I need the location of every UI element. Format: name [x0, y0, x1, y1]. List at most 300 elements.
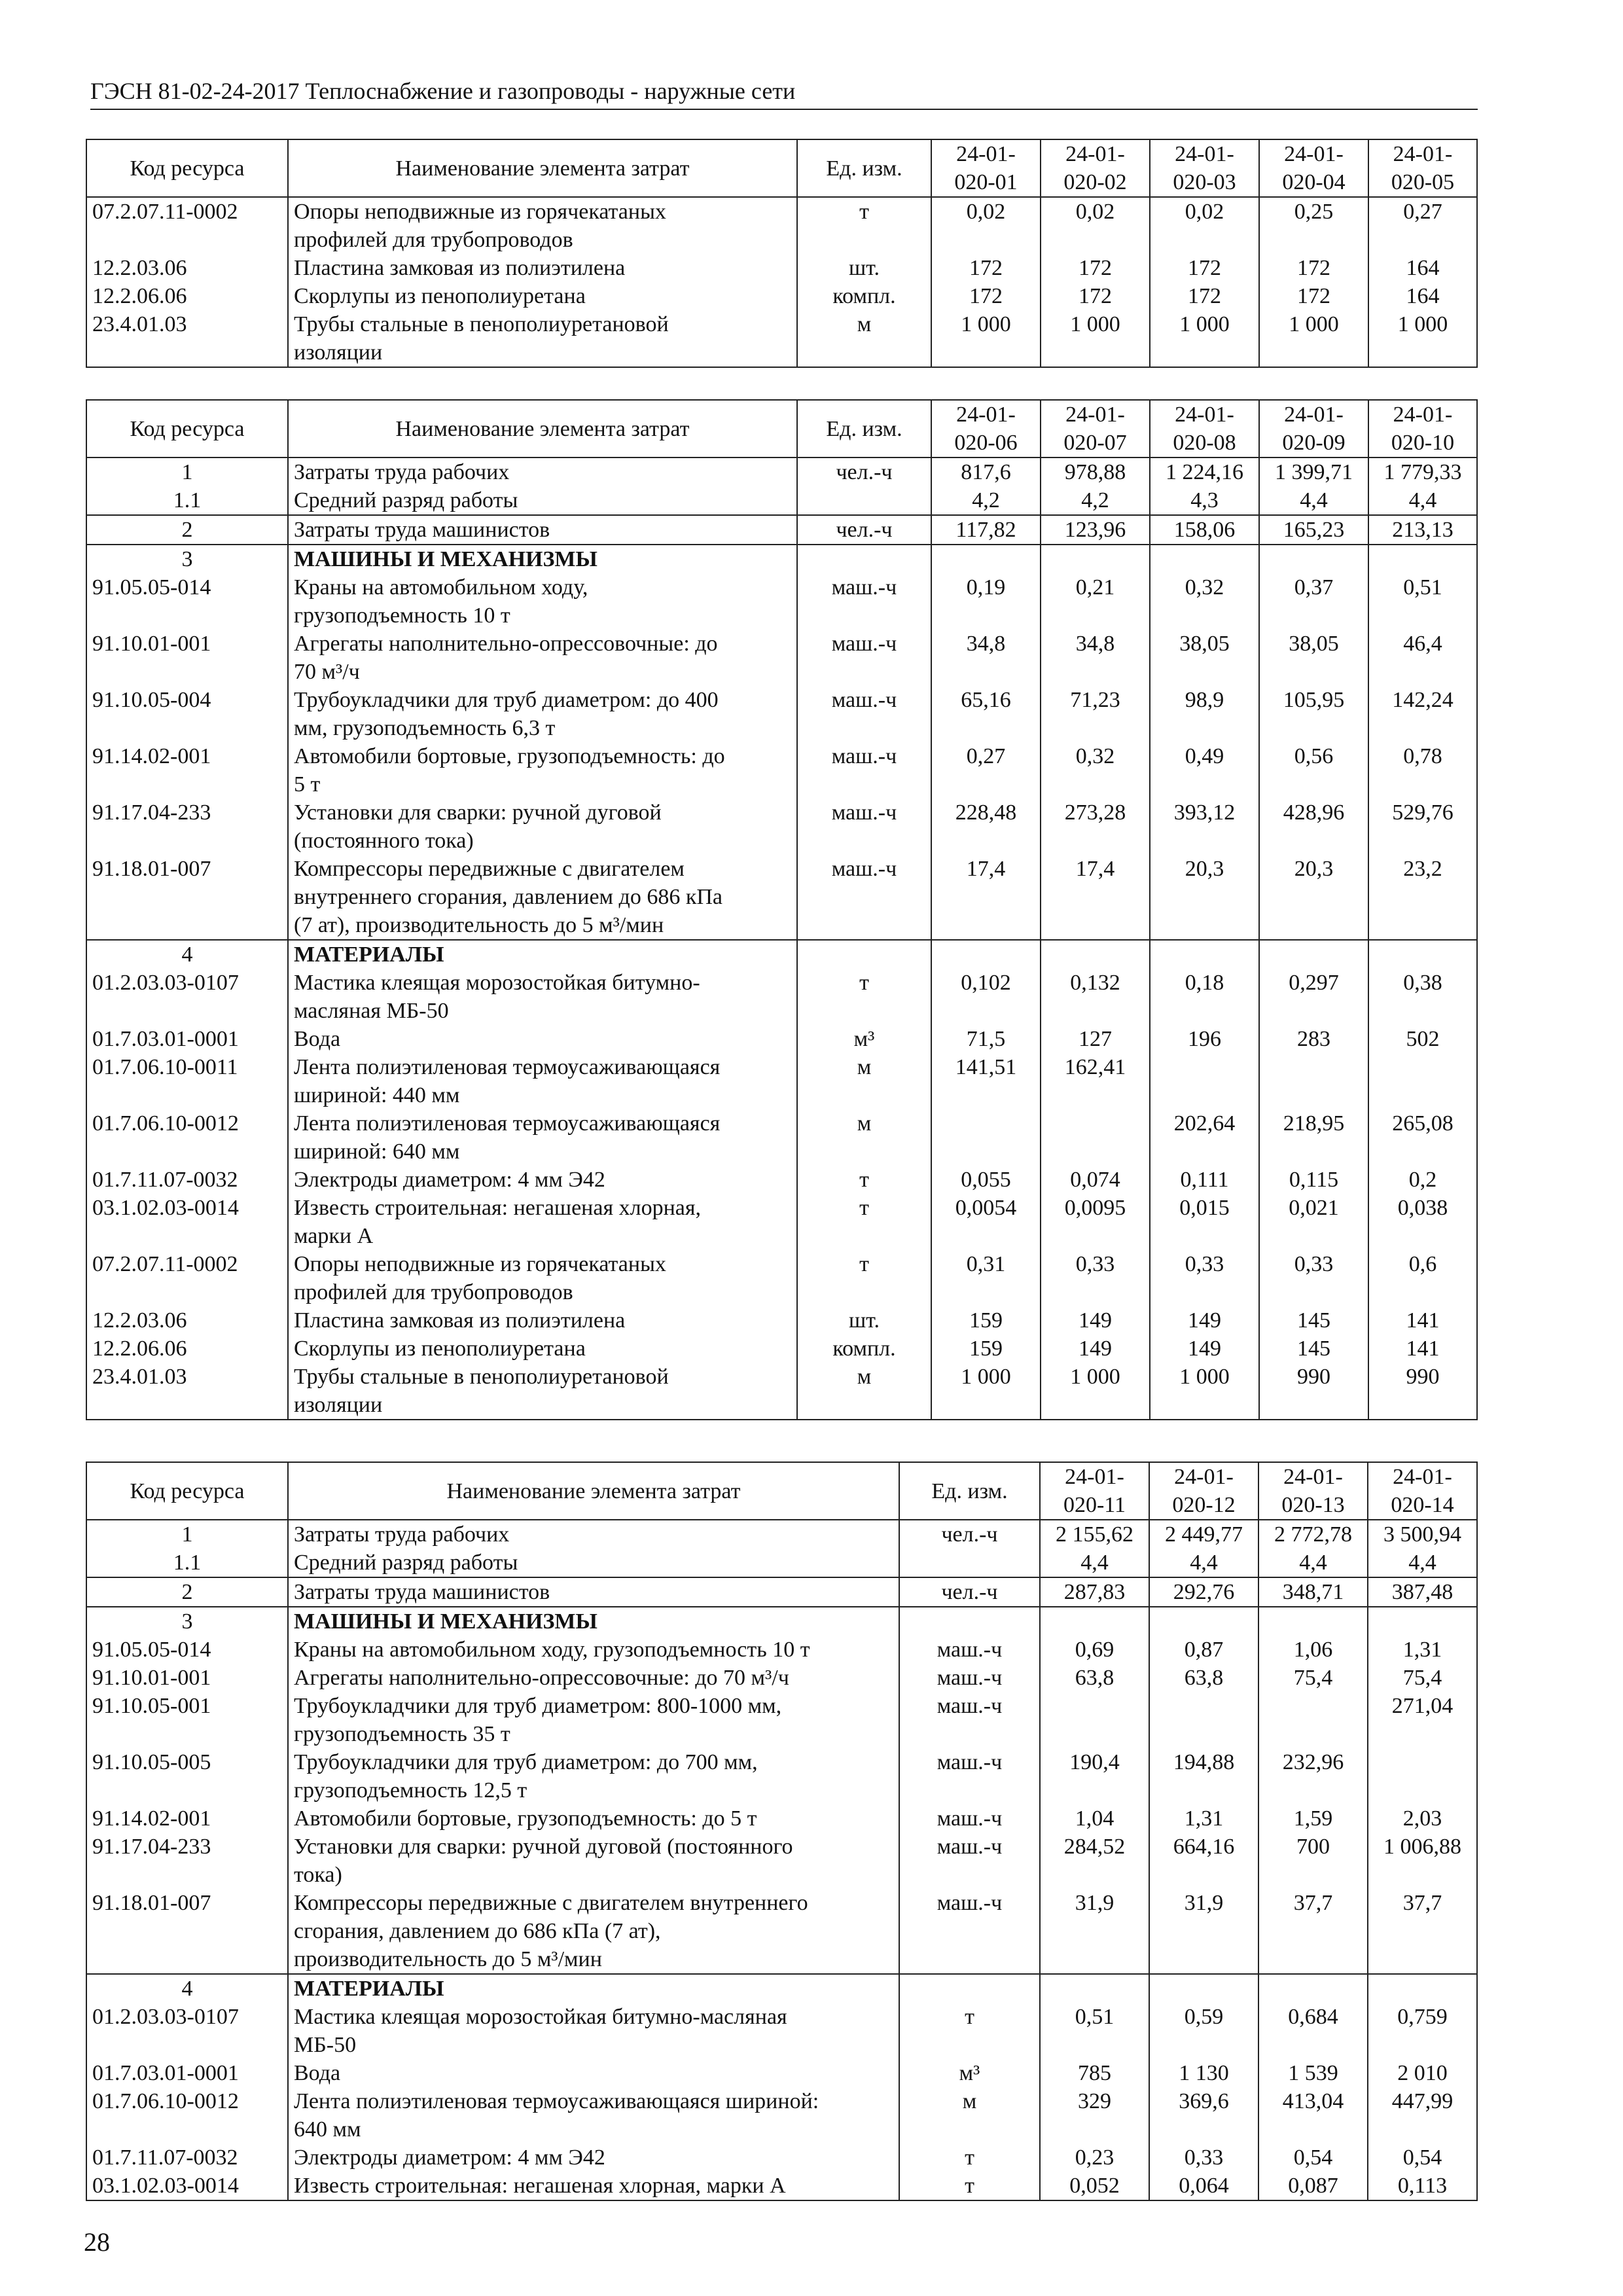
norm-value: 4,4: [1259, 486, 1368, 515]
norm-value: 0,37: [1259, 573, 1368, 630]
norm-value: 0,064: [1149, 2172, 1258, 2200]
table-row: [86, 1889, 1477, 1974]
unit-of-measure: маш.-ч: [899, 1889, 1040, 1974]
resource-name: Затраты труда рабочих: [288, 1520, 899, 1549]
resource-name: Опоры неподвижные из горячекатаных профилей для трубопроводов: [288, 197, 797, 254]
norm-value: 0,33: [1149, 2144, 1258, 2172]
resource-name: Затраты труда машинистов: [288, 515, 797, 545]
norm-value: 1 130: [1149, 2059, 1258, 2087]
unit-of-measure: м: [797, 1109, 931, 1166]
norm-value: 0,2: [1368, 1166, 1477, 1194]
norm-value: 2 449,77: [1149, 1520, 1258, 1549]
unit-of-measure: т: [797, 197, 931, 254]
table-row: [86, 2003, 1477, 2059]
norm-value: 0,102: [931, 969, 1041, 1025]
unit-of-measure: компл.: [797, 1335, 931, 1363]
resource-name: Мастика клеящая морозостойкая битумно- масляная МБ-50: [288, 969, 797, 1025]
norm-value: [1041, 940, 1150, 969]
resource-name: Затраты труда машинистов: [288, 1577, 899, 1607]
header-code: Код ресурса: [86, 1462, 288, 1520]
table-row: [86, 1636, 1477, 1664]
norm-value: 0,6: [1368, 1250, 1477, 1306]
norm-value: 172: [931, 282, 1041, 310]
unit-of-measure: [899, 1549, 1040, 1577]
norm-value: 329: [1040, 2087, 1149, 2144]
resource-code: 91.10.01-001: [86, 1664, 288, 1692]
norm-value: 145: [1259, 1335, 1368, 1363]
resource-name: Трубоукладчики для труб диаметром: до 700 мм, грузоподъемность 12,5 т: [288, 1748, 899, 1804]
page-number: 28: [84, 2227, 110, 2257]
norm-value: [1041, 1109, 1150, 1166]
page-header: ГЭСН 81-02-24-2017 Теплоснабжение и газопроводы - наружные сети: [90, 77, 1478, 110]
norm-value: 1,04: [1040, 1804, 1149, 1833]
norm-value: 0,111: [1150, 1166, 1259, 1194]
norm-value: 164: [1368, 282, 1477, 310]
table-row: [86, 1748, 1477, 1804]
unit-of-measure: м: [899, 2087, 1040, 2144]
norm-value: [1150, 1053, 1259, 1109]
resource-name: Скорлупы из пенополиуретана: [288, 282, 797, 310]
resource-code: 01.7.03.01-0001: [86, 2059, 288, 2087]
norm-value: 172: [1150, 254, 1259, 282]
norm-value: 0,54: [1258, 2144, 1368, 2172]
unit-of-measure: маш.-ч: [797, 855, 931, 940]
table-row: [86, 1335, 1477, 1363]
header-unit: Ед. изм.: [899, 1462, 1040, 1520]
norm-value: 393,12: [1150, 798, 1259, 855]
norm-value: [1150, 940, 1259, 969]
table-row: [86, 2172, 1477, 2200]
header-unit: Ед. изм.: [797, 400, 931, 457]
norm-value: 0,33: [1041, 1250, 1150, 1306]
norm-value: 0,78: [1368, 742, 1477, 798]
norm-value: 284,52: [1040, 1833, 1149, 1889]
resource-name: Пластина замковая из полиэтилена: [288, 1306, 797, 1335]
norm-value: 4,4: [1258, 1549, 1368, 1577]
norm-value: 0,31: [931, 1250, 1041, 1306]
resource-code: 91.18.01-007: [86, 1889, 288, 1974]
unit-of-measure: маш.-ч: [797, 630, 931, 686]
norm-value: 149: [1041, 1335, 1150, 1363]
table-row: [86, 969, 1477, 1025]
norm-value: 1 224,16: [1150, 457, 1259, 486]
norm-value: 165,23: [1259, 515, 1368, 545]
unit-of-measure: маш.-ч: [899, 1692, 1040, 1748]
resource-name: Скорлупы из пенополиуретана: [288, 1335, 797, 1363]
resource-code: 91.14.02-001: [86, 1804, 288, 1833]
resource-code: 2: [86, 1577, 288, 1607]
norm-value: [1368, 1607, 1477, 1636]
table-row: [86, 1664, 1477, 1692]
resource-code: 1: [86, 1520, 288, 1549]
norm-value: [1368, 545, 1477, 573]
unit-of-measure: маш.-ч: [899, 1748, 1040, 1804]
norm-value: 37,7: [1368, 1889, 1477, 1974]
norm-value: 20,3: [1259, 855, 1368, 940]
resource-name: Краны на автомобильном ходу, грузоподъемность 10 т: [288, 573, 797, 630]
unit-of-measure: маш.-ч: [797, 742, 931, 798]
resource-table-3: [86, 1462, 1478, 2201]
header-norm-code: 24-01- 020-10: [1368, 400, 1477, 457]
norm-value: [1258, 1607, 1368, 1636]
norm-value: [1149, 1607, 1258, 1636]
header-unit: Ед. изм.: [797, 139, 931, 197]
resource-code: 23.4.01.03: [86, 310, 288, 367]
norm-value: 4,4: [1368, 486, 1477, 515]
norm-value: 2,03: [1368, 1804, 1477, 1833]
resource-name: Электроды диаметром: 4 мм Э42: [288, 1166, 797, 1194]
norm-value: 20,3: [1150, 855, 1259, 940]
resource-code: 91.05.05-014: [86, 573, 288, 630]
norm-value: 785: [1040, 2059, 1149, 2087]
norm-value: 34,8: [931, 630, 1041, 686]
norm-value: 0,32: [1041, 742, 1150, 798]
resource-name: Известь строительная: негашеная хлорная, марки А: [288, 1194, 797, 1250]
norm-value: 65,16: [931, 686, 1041, 742]
norm-value: 664,16: [1149, 1833, 1258, 1889]
resource-name: Мастика клеящая морозостойкая битумно-масляная МБ-50: [288, 2003, 899, 2059]
norm-value: 0,51: [1040, 2003, 1149, 2059]
resource-code: 91.17.04-233: [86, 798, 288, 855]
norm-value: 0,54: [1368, 2144, 1477, 2172]
unit-of-measure: т: [899, 2003, 1040, 2059]
norm-value: [1259, 940, 1368, 969]
norm-value: 0,33: [1150, 1250, 1259, 1306]
unit-of-measure: т: [797, 1194, 931, 1250]
norm-value: 38,05: [1150, 630, 1259, 686]
norm-value: 387,48: [1368, 1577, 1477, 1607]
resource-name: МАТЕРИАЛЫ: [288, 940, 797, 969]
norm-value: 0,25: [1259, 197, 1368, 254]
norm-value: [1368, 1053, 1477, 1109]
norm-value: 0,19: [931, 573, 1041, 630]
table-row: [86, 742, 1477, 798]
norm-value: 149: [1150, 1306, 1259, 1335]
unit-of-measure: т: [797, 1250, 931, 1306]
resource-name: Трубоукладчики для труб диаметром: до 400 мм, грузоподъемность 6,3 т: [288, 686, 797, 742]
norm-value: 3 500,94: [1368, 1520, 1477, 1549]
resource-code: 23.4.01.03: [86, 1363, 288, 1420]
resource-table-2: [86, 399, 1478, 1420]
norm-value: [1149, 1692, 1258, 1748]
norm-value: 31,9: [1040, 1889, 1149, 1974]
norm-value: 2 772,78: [1258, 1520, 1368, 1549]
resource-name: Пластина замковая из полиэтилена: [288, 254, 797, 282]
resource-code: 01.7.06.10-0011: [86, 1053, 288, 1109]
norm-value: 0,055: [931, 1166, 1041, 1194]
header-norm-code: 24-01- 020-12: [1149, 1462, 1258, 1520]
resource-name: Агрегаты наполнительно-опрессовочные: до 70 м³/ч: [288, 1664, 899, 1692]
unit-of-measure: маш.-ч: [899, 1833, 1040, 1889]
norm-value: 142,24: [1368, 686, 1477, 742]
norm-value: 23,2: [1368, 855, 1477, 940]
table-row: [86, 940, 1477, 969]
resource-name: Трубы стальные в пенополиуретановой изоляции: [288, 310, 797, 367]
resource-code: 01.2.03.03-0107: [86, 2003, 288, 2059]
unit-of-measure: т: [797, 969, 931, 1025]
resource-name: Установки для сварки: ручной дуговой (постоянного тока): [288, 798, 797, 855]
norm-value: 428,96: [1259, 798, 1368, 855]
norm-value: 0,02: [931, 197, 1041, 254]
norm-value: 1 006,88: [1368, 1833, 1477, 1889]
norm-value: 0,87: [1149, 1636, 1258, 1664]
resource-name: Трубоукладчики для труб диаметром: 800-1000 мм, грузоподъемность 35 т: [288, 1692, 899, 1748]
norm-value: 369,6: [1149, 2087, 1258, 2144]
resource-code: 91.14.02-001: [86, 742, 288, 798]
resource-name: Опоры неподвижные из горячекатаных профилей для трубопроводов: [288, 1250, 797, 1306]
norm-value: 283: [1259, 1025, 1368, 1053]
header-code: Код ресурса: [86, 139, 288, 197]
norm-value: 0,32: [1150, 573, 1259, 630]
table-row: [86, 1025, 1477, 1053]
unit-of-measure: маш.-ч: [797, 573, 931, 630]
resource-code: 01.2.03.03-0107: [86, 969, 288, 1025]
unit-of-measure: м: [797, 1363, 931, 1420]
table-row: [86, 1804, 1477, 1833]
resource-code: 01.7.03.01-0001: [86, 1025, 288, 1053]
norm-value: 98,9: [1150, 686, 1259, 742]
norm-value: 1,31: [1149, 1804, 1258, 1833]
norm-value: 46,4: [1368, 630, 1477, 686]
norm-value: [1368, 940, 1477, 969]
resource-code: 4: [86, 1974, 288, 2003]
resource-code: 91.10.05-005: [86, 1748, 288, 1804]
norm-value: 37,7: [1258, 1889, 1368, 1974]
norm-value: 202,64: [1150, 1109, 1259, 1166]
table-row: [86, 1250, 1477, 1306]
norm-value: 117,82: [931, 515, 1041, 545]
resource-name: Установки для сварки: ручной дуговой (постоянного тока): [288, 1833, 899, 1889]
norm-value: 145: [1259, 1306, 1368, 1335]
norm-value: 0,759: [1368, 2003, 1477, 2059]
resource-name: Средний разряд работы: [288, 1549, 899, 1577]
norm-value: [931, 940, 1041, 969]
header-norm-code: 24-01- 020-05: [1368, 139, 1477, 197]
norm-value: 0,297: [1259, 969, 1368, 1025]
norm-value: 0,69: [1040, 1636, 1149, 1664]
resource-name: Компрессоры передвижные с двигателем внутреннего сгорания, давлением до 686 кПа (7 ат), производительность до 5 м³/мин: [288, 1889, 899, 1974]
table-row: [86, 1549, 1477, 1577]
unit-of-measure: чел.-ч: [797, 515, 931, 545]
unit-of-measure: шт.: [797, 254, 931, 282]
table-header-row: [86, 400, 1477, 457]
resource-table-1: [86, 139, 1478, 368]
norm-value: 75,4: [1368, 1664, 1477, 1692]
resource-code: 91.17.04-233: [86, 1833, 288, 1889]
norm-value: [1149, 1974, 1258, 2003]
norm-value: 0,684: [1258, 2003, 1368, 2059]
norm-value: 2 010: [1368, 2059, 1477, 2087]
table-row: [86, 1109, 1477, 1166]
norm-value: 172: [1259, 254, 1368, 282]
norm-value: 4,2: [1041, 486, 1150, 515]
table-row: [86, 1577, 1477, 1607]
norm-value: 63,8: [1040, 1664, 1149, 1692]
table-row: [86, 2144, 1477, 2172]
norm-value: 1 000: [1150, 1363, 1259, 1420]
norm-value: 1 000: [1041, 1363, 1150, 1420]
norm-value: 1,31: [1368, 1636, 1477, 1664]
header-norm-code: 24-01- 020-02: [1041, 139, 1150, 197]
resource-code: 12.2.06.06: [86, 1335, 288, 1363]
norm-value: 4,3: [1150, 486, 1259, 515]
norm-value: [1040, 1974, 1149, 2003]
table-row: [86, 310, 1477, 367]
table-row: [86, 2059, 1477, 2087]
table-row: [86, 1306, 1477, 1335]
resource-code: 12.2.06.06: [86, 282, 288, 310]
norm-value: 75,4: [1258, 1664, 1368, 1692]
norm-value: 141: [1368, 1335, 1477, 1363]
table-row: [86, 630, 1477, 686]
norm-value: [1258, 1692, 1368, 1748]
table-row: [86, 486, 1477, 515]
norm-value: 228,48: [931, 798, 1041, 855]
resource-code: 4: [86, 940, 288, 969]
norm-value: 4,4: [1040, 1549, 1149, 1577]
unit-of-measure: чел.-ч: [899, 1577, 1040, 1607]
norm-value: 990: [1368, 1363, 1477, 1420]
norm-value: 194,88: [1149, 1748, 1258, 1804]
norm-value: 0,087: [1258, 2172, 1368, 2200]
norm-value: 292,76: [1149, 1577, 1258, 1607]
header-norm-code: 24-01- 020-11: [1040, 1462, 1149, 1520]
table-row: [86, 1194, 1477, 1250]
resource-name: Автомобили бортовые, грузоподъемность: до 5 т: [288, 742, 797, 798]
norm-value: 0,27: [931, 742, 1041, 798]
resource-name: Лента полиэтиленовая термоусаживающаяся шириной: 640 мм: [288, 1109, 797, 1166]
unit-of-measure: маш.-ч: [899, 1664, 1040, 1692]
resource-code: 01.7.11.07-0032: [86, 1166, 288, 1194]
norm-value: 159: [931, 1335, 1041, 1363]
norm-value: 0,27: [1368, 197, 1477, 254]
resource-name: МАТЕРИАЛЫ: [288, 1974, 899, 2003]
norm-value: 149: [1041, 1306, 1150, 1335]
table-row: [86, 686, 1477, 742]
norm-value: [1041, 545, 1150, 573]
unit-of-measure: м³: [797, 1025, 931, 1053]
header-norm-code: 24-01- 020-07: [1041, 400, 1150, 457]
norm-value: 4,4: [1368, 1549, 1477, 1577]
header-norm-code: 24-01- 020-04: [1259, 139, 1368, 197]
unit-of-measure: [899, 1607, 1040, 1636]
table-row: [86, 1363, 1477, 1420]
norm-value: 127: [1041, 1025, 1150, 1053]
resource-code: 03.1.02.03-0014: [86, 1194, 288, 1250]
norm-value: 0,02: [1150, 197, 1259, 254]
resource-name: Краны на автомобильном ходу, грузоподъемность 10 т: [288, 1636, 899, 1664]
unit-of-measure: маш.-ч: [797, 686, 931, 742]
norm-value: 172: [1259, 282, 1368, 310]
unit-of-measure: [797, 940, 931, 969]
norm-value: 0,115: [1259, 1166, 1368, 1194]
table-row: [86, 1833, 1477, 1889]
table-row: [86, 1166, 1477, 1194]
norm-value: 190,4: [1040, 1748, 1149, 1804]
resource-name: Автомобили бортовые, грузоподъемность: до 5 т: [288, 1804, 899, 1833]
unit-of-measure: т: [797, 1166, 931, 1194]
norm-value: 990: [1259, 1363, 1368, 1420]
norm-value: 1 000: [1368, 310, 1477, 367]
norm-value: 38,05: [1259, 630, 1368, 686]
resource-code: 1: [86, 457, 288, 486]
norm-value: 31,9: [1149, 1889, 1258, 1974]
norm-value: [1040, 1607, 1149, 1636]
unit-of-measure: м: [797, 310, 931, 367]
resource-name: Компрессоры передвижные с двигателем внутреннего сгорания, давлением до 686 кПа (7 ат), производительность до 5 м³/мин: [288, 855, 797, 940]
norm-value: 1 000: [1041, 310, 1150, 367]
table-row: [86, 573, 1477, 630]
norm-value: 149: [1150, 1335, 1259, 1363]
table-row: [86, 1692, 1477, 1748]
norm-value: 447,99: [1368, 2087, 1477, 2144]
unit-of-measure: т: [899, 2144, 1040, 2172]
norm-value: 0,56: [1259, 742, 1368, 798]
resource-code: 91.10.05-001: [86, 1692, 288, 1748]
table-row: [86, 798, 1477, 855]
header-name: Наименование элемента затрат: [288, 1462, 899, 1520]
norm-value: [1259, 1053, 1368, 1109]
norm-value: 287,83: [1040, 1577, 1149, 1607]
norm-value: 0,59: [1149, 2003, 1258, 2059]
unit-of-measure: маш.-ч: [899, 1636, 1040, 1664]
norm-value: 529,76: [1368, 798, 1477, 855]
norm-value: 232,96: [1258, 1748, 1368, 1804]
norm-value: [1258, 1974, 1368, 2003]
norm-value: 172: [1150, 282, 1259, 310]
norm-value: 17,4: [931, 855, 1041, 940]
norm-value: 0,015: [1150, 1194, 1259, 1250]
norm-value: 159: [931, 1306, 1041, 1335]
resource-code: 2: [86, 515, 288, 545]
norm-value: 0,0054: [931, 1194, 1041, 1250]
unit-of-measure: компл.: [797, 282, 931, 310]
resource-name: МАШИНЫ И МЕХАНИЗМЫ: [288, 1607, 899, 1636]
resource-name: МАШИНЫ И МЕХАНИЗМЫ: [288, 545, 797, 573]
resource-name: Лента полиэтиленовая термоусаживающаяся шириной: 640 мм: [288, 2087, 899, 2144]
resource-code: 07.2.07.11-0002: [86, 197, 288, 254]
norm-value: 0,052: [1040, 2172, 1149, 2200]
table-row: [86, 457, 1477, 486]
norm-value: 0,23: [1040, 2144, 1149, 2172]
norm-value: 63,8: [1149, 1664, 1258, 1692]
norm-value: 172: [1041, 254, 1150, 282]
table-row: [86, 197, 1477, 254]
unit-of-measure: шт.: [797, 1306, 931, 1335]
norm-value: 1,59: [1258, 1804, 1368, 1833]
norm-value: [1259, 545, 1368, 573]
norm-value: 158,06: [1150, 515, 1259, 545]
table-row: [86, 282, 1477, 310]
norm-value: 1 000: [931, 1363, 1041, 1420]
table-header-row: [86, 139, 1477, 197]
norm-value: 141: [1368, 1306, 1477, 1335]
norm-value: 1 779,33: [1368, 457, 1477, 486]
table-header-row: [86, 1462, 1477, 1520]
table-row: [86, 1607, 1477, 1636]
norm-value: 4,4: [1149, 1549, 1258, 1577]
norm-value: 1,06: [1258, 1636, 1368, 1664]
table-row: [86, 1974, 1477, 2003]
norm-value: 0,49: [1150, 742, 1259, 798]
norm-value: 34,8: [1041, 630, 1150, 686]
norm-value: 105,95: [1259, 686, 1368, 742]
norm-value: 213,13: [1368, 515, 1477, 545]
norm-value: 700: [1258, 1833, 1368, 1889]
resource-code: 12.2.03.06: [86, 1306, 288, 1335]
norm-value: 196: [1150, 1025, 1259, 1053]
norm-value: 0,18: [1150, 969, 1259, 1025]
